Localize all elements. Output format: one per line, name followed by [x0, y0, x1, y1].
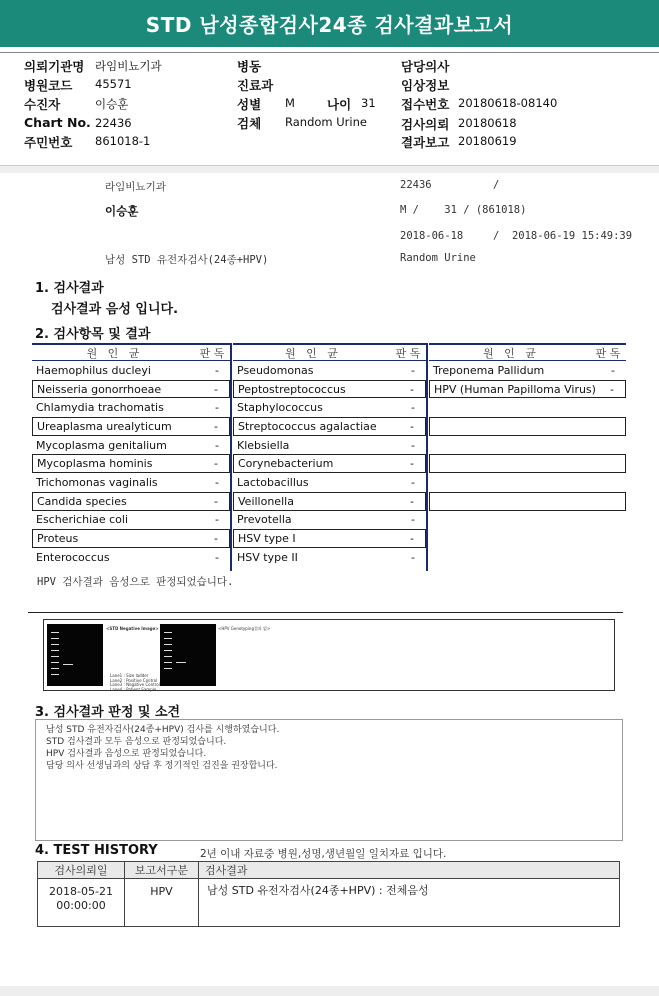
organism-name: Enterococcus	[36, 550, 110, 564]
gel-legend-item: Lane2 : Positive Control	[110, 677, 158, 683]
organism-header: 원 인 균	[86, 346, 140, 360]
result-row	[32, 398, 230, 417]
header-divider	[0, 52, 659, 53]
empty-result-row	[429, 492, 626, 511]
organism-result: -	[215, 550, 219, 564]
ward-label: 병동	[237, 59, 262, 74]
empty-result-row	[429, 511, 626, 530]
result-row	[429, 380, 626, 399]
organism-name: Haemophilus ducleyi	[36, 363, 151, 377]
organism-result: -	[411, 363, 415, 377]
report-label: 결과보고	[401, 135, 450, 150]
organism-result: -	[410, 457, 414, 471]
result-row	[32, 473, 230, 492]
opinion-line: 남성 STD 유전자검사(24종+HPV) 검사를 시행하였습니다.	[46, 725, 280, 735]
organism-result: -	[214, 419, 218, 433]
result-row	[32, 548, 230, 567]
request-label: 검사의뢰	[401, 117, 450, 132]
section1-title: 1. 검사결과	[35, 281, 104, 296]
results-column-2-body	[233, 361, 426, 567]
organism-name: Ureaplasma urealyticum	[37, 419, 172, 433]
opinion-line: 담당 의사 선생님과의 상담 후 정기적인 검진을 권장합니다.	[46, 761, 278, 771]
history-header-type: 보고서구분	[125, 862, 199, 879]
history-header-row	[38, 862, 620, 879]
empty-result-row	[429, 436, 626, 455]
summary-institution: 라임비뇨기과	[105, 181, 166, 193]
history-table	[37, 861, 620, 927]
history-header-result: 검사결과	[199, 862, 620, 879]
organism-header: 원 인 균	[483, 346, 536, 360]
organism-result: -	[411, 475, 415, 489]
organism-name: Candida species	[37, 494, 127, 508]
chart-value: 22436	[95, 116, 132, 130]
table-row[interactable]	[38, 879, 620, 927]
organism-name: Pseudomonas	[237, 363, 314, 377]
age-label: 나이	[327, 97, 352, 112]
organism-name: Prevotella	[237, 513, 292, 527]
section3-title: 3. 검사결과 판정 및 소견	[35, 705, 181, 720]
section-separator	[0, 165, 659, 173]
receipt-label: 접수번호	[401, 97, 450, 112]
specimen-label: 검체	[237, 116, 262, 131]
result-row	[32, 529, 230, 548]
result-row	[233, 380, 426, 399]
organism-name: HSV type I	[238, 532, 296, 546]
rrn-label: 주민번호	[24, 135, 73, 150]
report-title: STD 남성종합검사24종 검사결과보고서	[0, 0, 659, 47]
summary-patient: 이승훈	[105, 204, 139, 218]
organism-name: Treponema Pallidum	[433, 363, 545, 377]
organism-result: -	[610, 382, 614, 396]
result-row	[233, 473, 426, 492]
organism-result: -	[411, 550, 415, 564]
column-divider	[230, 343, 232, 571]
organism-name: Lactobacillus	[237, 475, 309, 489]
organism-name: Mycoplasma hominis	[37, 457, 153, 471]
organism-result: -	[411, 513, 415, 527]
history-header-date: 검사의뢰일	[38, 862, 125, 879]
results-divider	[28, 612, 623, 613]
empty-result-row	[429, 417, 626, 436]
organism-result: -	[410, 532, 414, 546]
organism-name: Corynebacterium	[238, 457, 334, 471]
chart-label: Chart No.	[24, 115, 91, 130]
summary-specimen: Random Urine	[400, 252, 476, 264]
organism-name: Staphylococcus	[237, 401, 323, 415]
result-row	[32, 361, 230, 380]
summary-chart-slash: /	[493, 179, 500, 191]
result-row	[233, 492, 426, 511]
empty-result-row	[429, 529, 626, 548]
summary-chart: 22436	[400, 179, 432, 191]
gel-image-hpv	[160, 624, 216, 686]
organism-result: -	[215, 401, 219, 415]
gel-image-std	[47, 624, 103, 686]
gel-legend-item: Lane1 : Size ladder	[110, 673, 149, 678]
organism-name: HPV (Human Papilloma Virus)	[434, 382, 596, 396]
verdict-header: 판 독	[199, 346, 225, 360]
organism-result: -	[215, 438, 219, 452]
clinical-label: 임상정보	[401, 78, 450, 93]
result-row	[32, 511, 230, 530]
sex-value: M	[285, 96, 295, 110]
organism-result: -	[214, 532, 218, 546]
organism-result: -	[410, 494, 414, 508]
result-row	[233, 361, 426, 380]
rrn-value: 861018-1	[95, 134, 151, 148]
organism-name: Escherichiae coli	[36, 513, 129, 527]
results-column-3-body	[429, 361, 626, 548]
results-column-3	[429, 343, 626, 548]
section1-text: 검사결과 음성 입니다.	[51, 302, 179, 317]
institution-value: 라임비뇨기과	[95, 59, 162, 73]
std-image-label: <STD Negative Image>	[106, 626, 159, 631]
result-row	[429, 361, 626, 380]
results-column-header	[429, 343, 626, 361]
hospital-code-label: 병원코드	[24, 78, 73, 93]
sex-label: 성별	[237, 97, 262, 112]
report-value: 20180619	[458, 134, 517, 148]
organism-result: -	[214, 494, 218, 508]
organism-name: Neisseria gonorrhoeae	[37, 382, 162, 396]
summary-sex-age: M / 31 / (861018)	[400, 204, 527, 216]
receipt-value: 20180618-08140	[458, 96, 558, 110]
organism-name: Klebsiella	[237, 438, 290, 452]
organism-name: Streptococcus agalactiae	[238, 419, 377, 433]
age-value: 31	[361, 96, 376, 110]
organism-name: Veillonella	[238, 494, 294, 508]
organism-name: HSV type II	[237, 550, 298, 564]
results-column-1-body	[32, 361, 230, 567]
result-row	[32, 454, 230, 473]
organism-result: -	[215, 475, 219, 489]
organism-result: -	[214, 457, 218, 471]
organism-result: -	[215, 513, 219, 527]
organism-header: 원 인 균	[285, 346, 338, 360]
empty-result-row	[429, 398, 626, 417]
organism-result: -	[611, 363, 615, 377]
opinion-line: HPV 검사결과 음성으로 판정되었습니다.	[46, 749, 207, 759]
empty-result-row	[429, 473, 626, 492]
organism-name: Peptostreptococcus	[238, 382, 346, 396]
organism-result: -	[410, 382, 414, 396]
verdict-header: 판 독	[595, 346, 621, 360]
patient-label: 수진자	[24, 97, 61, 112]
result-row	[233, 529, 426, 548]
doctor-label: 담당의사	[401, 59, 450, 74]
organism-result: -	[214, 382, 218, 396]
institution-label: 의뢰기관명	[24, 59, 85, 74]
result-row	[32, 492, 230, 511]
result-row	[233, 454, 426, 473]
opinion-box	[35, 719, 623, 841]
history-date: 2018-05-21	[49, 885, 113, 898]
results-column-header	[233, 343, 426, 361]
verdict-header: 판 독	[395, 346, 421, 360]
section4-note: 2년 이내 자료중 병원,성명,생년월일 일치자료 입니다.	[200, 848, 447, 860]
result-row	[32, 380, 230, 399]
history-time: 00:00:00	[56, 899, 106, 912]
patient-value: 이승훈	[95, 97, 129, 111]
dept-label: 진료과	[237, 78, 274, 93]
summary-date-from: 2018-06-18	[400, 230, 464, 242]
section2-title: 2. 검사항목 및 결과	[35, 327, 151, 342]
organism-name: Trichomonas vaginalis	[36, 475, 158, 489]
history-result: 남성 STD 유전자검사(24종+HPV) : 전체음성	[199, 879, 620, 927]
history-date-cell	[38, 879, 125, 927]
hpv-image-label: <HPV Genotyping결과 없>	[218, 626, 271, 631]
result-row	[32, 436, 230, 455]
organism-result: -	[411, 401, 415, 415]
summary-test-name: 남성 STD 유전자검사(24종+HPV)	[105, 254, 269, 266]
summary-date-to: / 2018-06-19 15:49:39	[493, 230, 633, 242]
section4-title: 4. TEST HISTORY	[35, 843, 158, 858]
footer-bar	[0, 986, 659, 996]
organism-result: -	[215, 363, 219, 377]
organism-name: Mycoplasma genitalium	[36, 438, 167, 452]
organism-name: Chlamydia trachomatis	[36, 401, 164, 415]
gel-legend-item: Lane3 : Negative Control	[110, 682, 160, 687]
opinion-line: STD 검사결과 모두 음성으로 판정되었습니다.	[46, 737, 227, 747]
empty-result-row	[429, 454, 626, 473]
results-column-2	[233, 343, 426, 567]
gel-image-panel	[43, 619, 615, 691]
results-column-1	[32, 343, 230, 567]
result-row	[233, 436, 426, 455]
column-divider	[426, 343, 428, 571]
hospital-code-value: 45571	[95, 77, 132, 91]
organism-result: -	[410, 419, 414, 433]
result-row	[233, 548, 426, 567]
specimen-value: Random Urine	[285, 115, 367, 129]
result-row	[32, 417, 230, 436]
result-row	[233, 417, 426, 436]
history-type: HPV	[125, 879, 199, 927]
gel-legend-item: Lane4 : Patient Sample	[110, 686, 157, 692]
request-value: 20180618	[458, 116, 517, 130]
gel-legend	[110, 674, 160, 692]
results-column-header	[32, 343, 230, 361]
hpv-note: HPV 검사결과 음성으로 판정되었습니다.	[37, 576, 234, 588]
result-row	[233, 511, 426, 530]
result-row	[233, 398, 426, 417]
organism-name: Proteus	[37, 532, 79, 546]
organism-result: -	[411, 438, 415, 452]
